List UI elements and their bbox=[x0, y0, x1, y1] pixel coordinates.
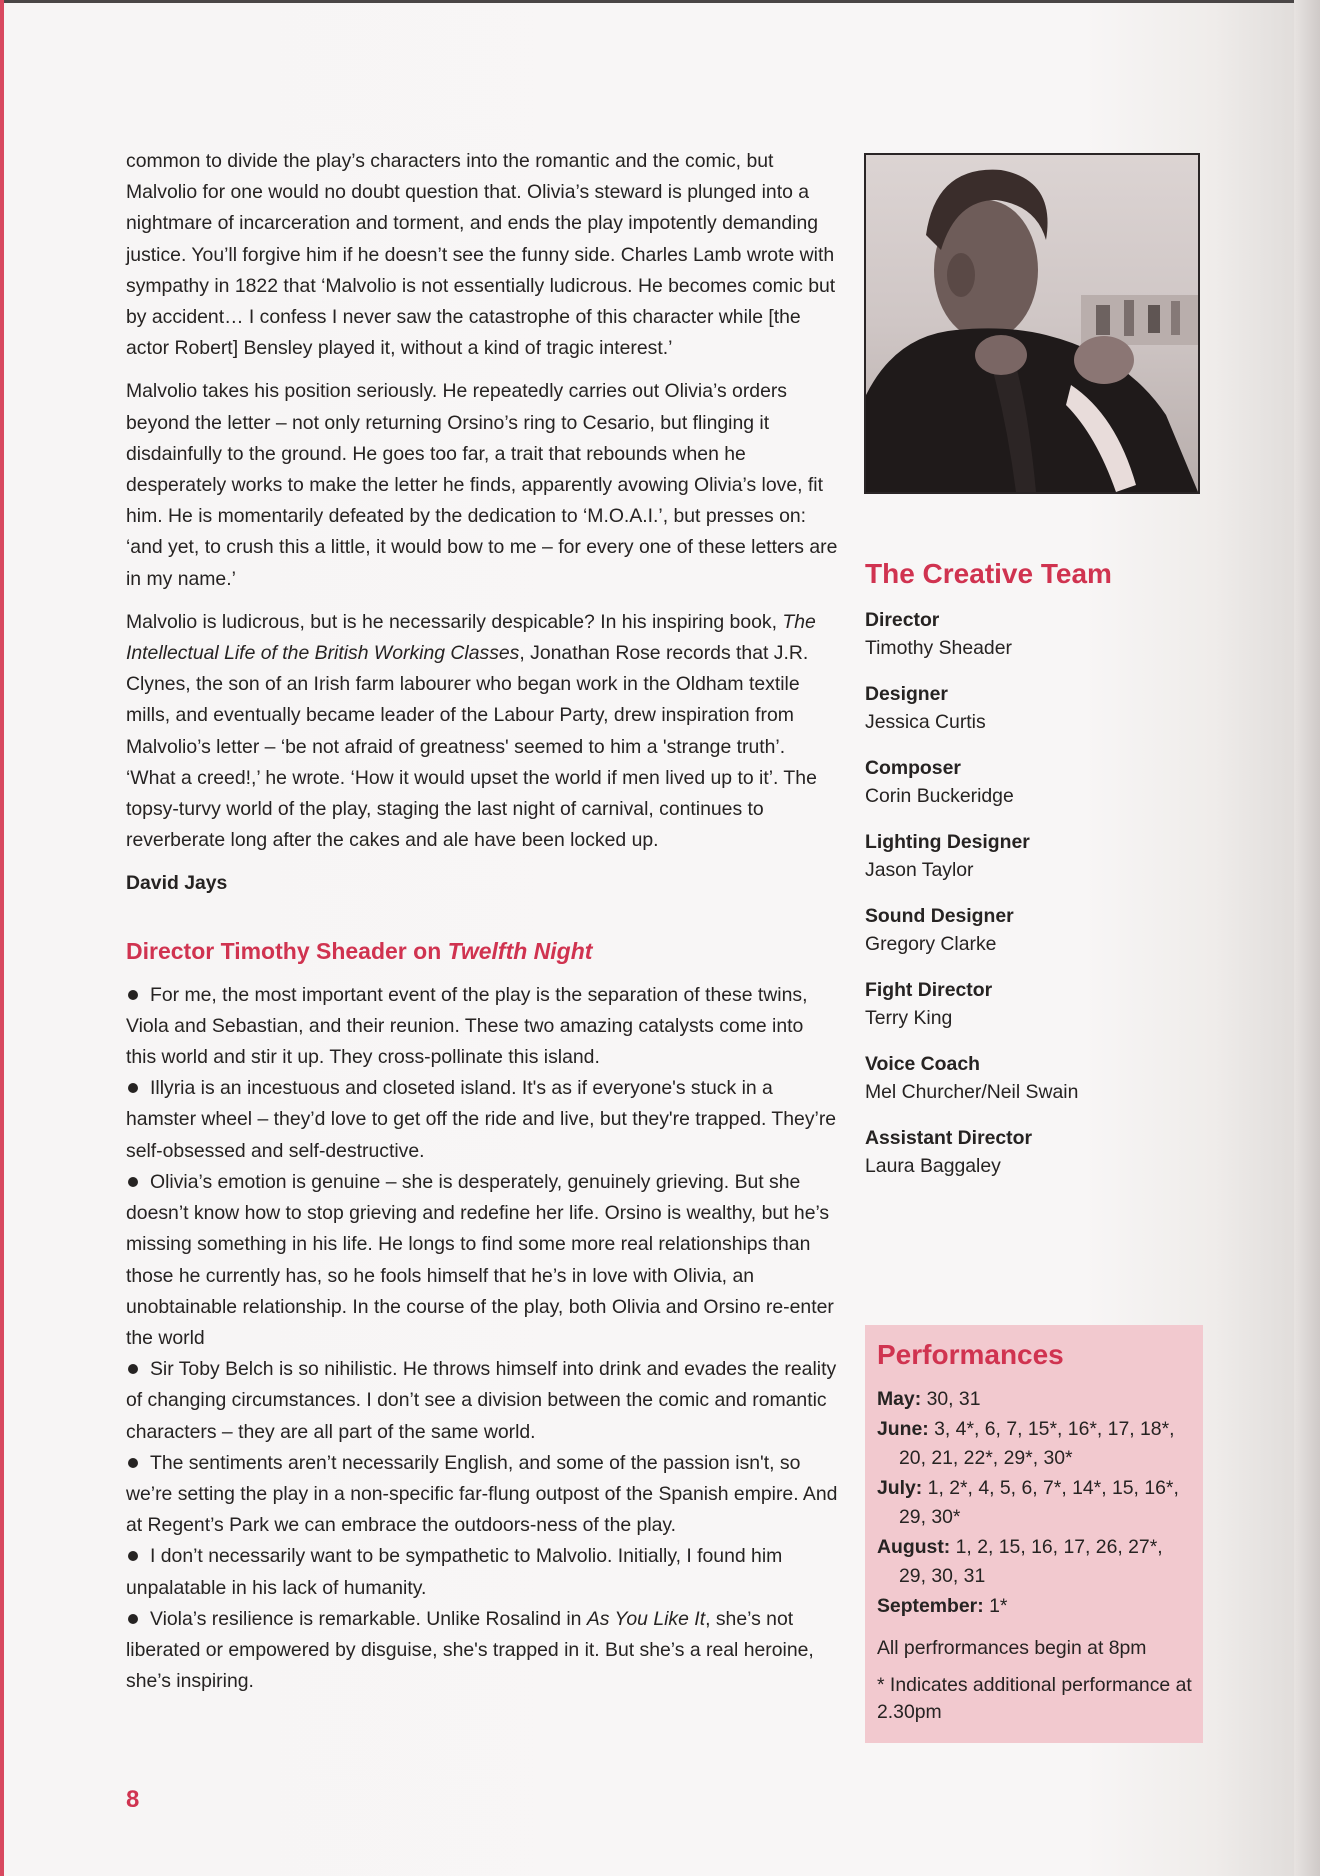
performances-title: Performances bbox=[877, 1339, 1064, 1370]
director-portrait-photo bbox=[864, 153, 1200, 494]
bullet-icon bbox=[128, 1083, 138, 1093]
article-author: David Jays bbox=[126, 872, 228, 895]
team-member: Composer Corin Buckeridge bbox=[865, 757, 1014, 807]
bullet-icon bbox=[128, 1551, 138, 1561]
bullet-icon bbox=[128, 1364, 138, 1374]
play-title: As You Like It bbox=[586, 1607, 706, 1630]
performance-month: September: 1* bbox=[877, 1594, 1008, 1617]
article-column bbox=[126, 146, 838, 1697]
portrait-illustration bbox=[866, 155, 1198, 492]
performance-month: July: 1, 2*, 4, 5, 6, 7*, 14*, 15, 16*, 29, 30* bbox=[877, 1476, 1179, 1528]
team-member: Designer Jessica Curtis bbox=[865, 683, 986, 733]
performances-panel bbox=[865, 1325, 1203, 1743]
team-member: Sound Designer Gregory Clarke bbox=[865, 905, 1014, 955]
bullet-icon bbox=[128, 1614, 138, 1624]
performance-time-note: All perfrormances begin at 8pm bbox=[877, 1637, 1147, 1659]
bullet-item: I don’t necessarily want to be sympathetic to Malvolio. Initially, I found him unpalatable in his lack of humanity. bbox=[126, 1545, 783, 1599]
interview-heading: Director Timothy Sheader on Twelfth Night bbox=[126, 937, 593, 964]
bullet-item: Sir Toby Belch is so nihilistic. He throws himself into drink and evades the reality of changing circumstances. I don’t see a division between the comic and romantic characters – they are all part of the same world. bbox=[126, 1358, 837, 1443]
additional-performance-note: * Indicates additional performance at 2.30pm bbox=[877, 1674, 1192, 1723]
performance-month: June: 3, 4*, 6, 7, 15*, 16*, 17, 18*, 20, 21, 22*, 29*, 30* bbox=[877, 1417, 1175, 1469]
bullet-item: Illyria is an incestuous and closeted island. It's as if everyone's stuck in a hamster wheel – they’d love to get off the ride and live, but they're trapped. They’re self-obsessed and self-destructive. bbox=[126, 1077, 837, 1162]
article-paragraph: Malvolio is ludicrous, but is he necessarily despicable? In his inspiring book, The Intellectual Life of the British Working Classes, Jonathan Rose records that J.R. Clynes, the son of an Irish farm labourer who began work in the Oldham textile mills, and eventually became leader of the Labour Party, drew inspiration from Malvolio’s letter – ‘be not afraid of greatness' seemed to him a 'strange truth’. ‘What a creed!,’ he wrote. ‘How it would upset the world if men lived up to it’. The topsy-turvy world of the play, staging the last night of carnival, continues to reverberate long after the cakes and ale have been locked up. bbox=[126, 610, 817, 852]
bullet-item: Viola’s resilience is remarkable. Unlike Rosalind in As You Like It, she’s not liberated or empowered by disguise, she's trapped in it. But she’s a real heroine, she’s inspiring. bbox=[126, 1607, 814, 1693]
page-number: 8 bbox=[126, 1786, 140, 1813]
team-member: Director Timothy Sheader bbox=[865, 609, 1012, 659]
book-title: The Intellectual Life of the British Working Classes bbox=[126, 610, 816, 665]
bullet-icon bbox=[128, 990, 138, 1000]
bullet-item: Olivia’s emotion is genuine – she is desperately, genuinely grieving. But she doesn’t know how to stop grieving and redefine her life. Orsino is wealthy, but he’s missing something in his life. He longs to find some more real relationships than those he currently has, so he fools himself that he’s in love with Olivia, an unobtainable relationship. In the course of the play, both Olivia and Orsino re-enter the world bbox=[126, 1170, 834, 1349]
bullet-icon bbox=[128, 1458, 138, 1468]
performance-month: May: 30, 31 bbox=[877, 1388, 981, 1410]
bullet-item: The sentiments aren’t necessarily English, and some of the passion isn't, so we’re setting the play in a non-specific far-flung outpost of the Spanish empire. And at Regent’s Park we can embrace the outdoors-ness of the play. bbox=[126, 1451, 838, 1537]
page-left-edge bbox=[0, 0, 4, 1876]
performance-month: August: 1, 2, 15, 16, 17, 26, 27*, 29, 30, 31 bbox=[877, 1535, 1163, 1587]
team-member: Lighting Designer Jason Taylor bbox=[865, 831, 1030, 881]
creative-team-title: The Creative Team bbox=[865, 558, 1112, 589]
interview-bullets bbox=[126, 980, 838, 1698]
article-paragraph: common to divide the play’s characters into the romantic and the comic, but Malvolio for one would no doubt question that. Olivia’s steward is plunged into a nightmare of incarceration and torment, and ends the play impotently demanding justice. You’ll forgive him if he doesn’t see the funny side. Charles Lamb wrote with sympathy in 1822 that ‘Malvolio is not essentially ludicrous. He becomes comic but by accident… I confess I never saw the catastrophe of this character while [the actor Robert] Bensley played it, without a kind of tragic interest.’ bbox=[126, 150, 836, 360]
page-right-shadow bbox=[1294, 0, 1320, 1876]
page-top-edge bbox=[0, 0, 1320, 3]
team-member: Voice Coach Mel Churcher/Neil Swain bbox=[865, 1053, 1079, 1103]
bullet-item: For me, the most important event of the play is the separation of these twins, Viola and Sebastian, and their reunion. These two amazing catalysts come into this world and stir it up. They cross-pollinate this island. bbox=[126, 983, 808, 1069]
article-paragraph: Malvolio takes his position seriously. He repeatedly carries out Olivia’s orders beyond the letter – not only returning Orsino’s ring to Cesario, but flinging it disdainfully to the ground. He goes too far, a trait that rebounds when he desperately works to make the letter he finds, apparently avowing Olivia’s love, fit him. He is momentarily defeated by the dedication to ‘M.O.A.I.’, but presses on: ‘and yet, to crush this a little, it would bow to me – for every one of these letters are in my name.’ bbox=[126, 380, 838, 590]
team-member: Fight Director Terry King bbox=[865, 979, 993, 1029]
creative-team bbox=[865, 556, 1205, 1198]
bullet-icon bbox=[128, 1177, 138, 1187]
team-member: Assistant Director Laura Baggaley bbox=[865, 1127, 1033, 1177]
